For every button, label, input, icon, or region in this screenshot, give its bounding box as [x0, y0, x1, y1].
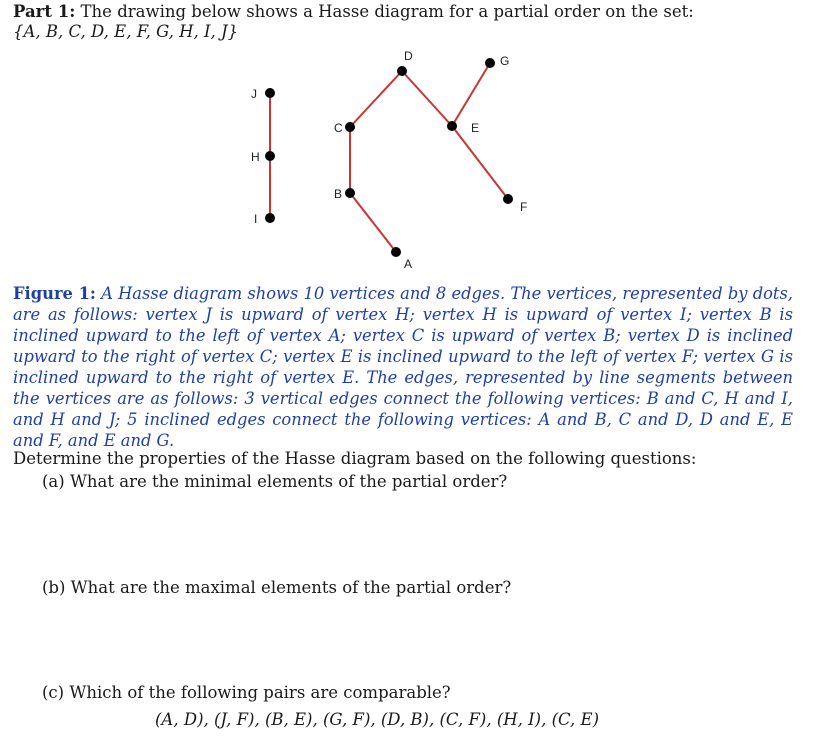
questions-intro: Determine the properties of the Hasse diagram based on the following questions:: [13, 449, 697, 468]
figure-caption-text: A Hasse diagram shows 10 vertices and 8 edges. The vertices, represented by dots, are as follows: vertex J is upward of vertex H; vertex H is upward of vertex I; vertex B is inclined upward to the left of vertex A; vertex C is upward of vertex B; vertex D is inclined upward to the right of vertex C; vertex E is inclined upward to the left of vertex F; vertex G is inclined upward to the right of vertex E. The edges, represented by line segments between the vertices are as follows: 3 vertical edges connect the following vertices: B and C, H and I, and H and J; 5 inclined edges connect the following vertices: A and B, C and D, D and E, E and F, and E and G.: [13, 284, 793, 450]
label-h: H: [251, 150, 260, 164]
set-text: {A, B, C, D, E, F, G, H, I, J}: [13, 22, 239, 41]
vertex-h: [265, 151, 275, 161]
vertex-f: [503, 194, 513, 204]
vertex-g: [485, 58, 495, 68]
vertex-a: [391, 247, 401, 257]
pairs-list: (A, D), (J, F), (B, E), (G, F), (D, B), (C, F), (H, I), (C, E): [155, 710, 600, 729]
vertex-b: [345, 188, 355, 198]
label-c: C: [334, 121, 343, 135]
vertex-e: [447, 121, 457, 131]
vertex-j: [265, 88, 275, 98]
vertex-d: [397, 66, 407, 76]
intro-line: [13, 2, 694, 22]
label-j: J: [251, 87, 257, 101]
label-e: E: [471, 121, 480, 135]
label-g: G: [500, 54, 510, 68]
label-d: D: [404, 49, 413, 63]
edge-a-b: [350, 193, 396, 252]
question-c: (c) Which of the following pairs are comparable?: [42, 683, 451, 702]
edge-d-e: [402, 71, 452, 126]
part-label: Part 1:: [13, 2, 76, 21]
question-a: (a) What are the minimal elements of the partial order?: [42, 472, 508, 491]
edge-e-g: [452, 63, 490, 126]
figure-label: Figure 1:: [13, 284, 96, 303]
edge-e-f: [452, 126, 508, 199]
edge-c-d: [350, 71, 402, 127]
intro-text: The drawing below shows a Hasse diagram for a partial order on the set:: [80, 2, 694, 21]
question-b: (b) What are the maximal elements of the partial order?: [42, 578, 512, 597]
hasse-diagram: [0, 40, 825, 280]
label-b: B: [334, 187, 343, 201]
figure-caption: [13, 283, 793, 451]
vertex-c: [345, 122, 355, 132]
label-a: A: [404, 257, 413, 271]
label-i: I: [254, 212, 258, 226]
comparable-pairs: [155, 710, 599, 729]
vertex-i: [265, 213, 275, 223]
label-f: F: [520, 200, 528, 214]
